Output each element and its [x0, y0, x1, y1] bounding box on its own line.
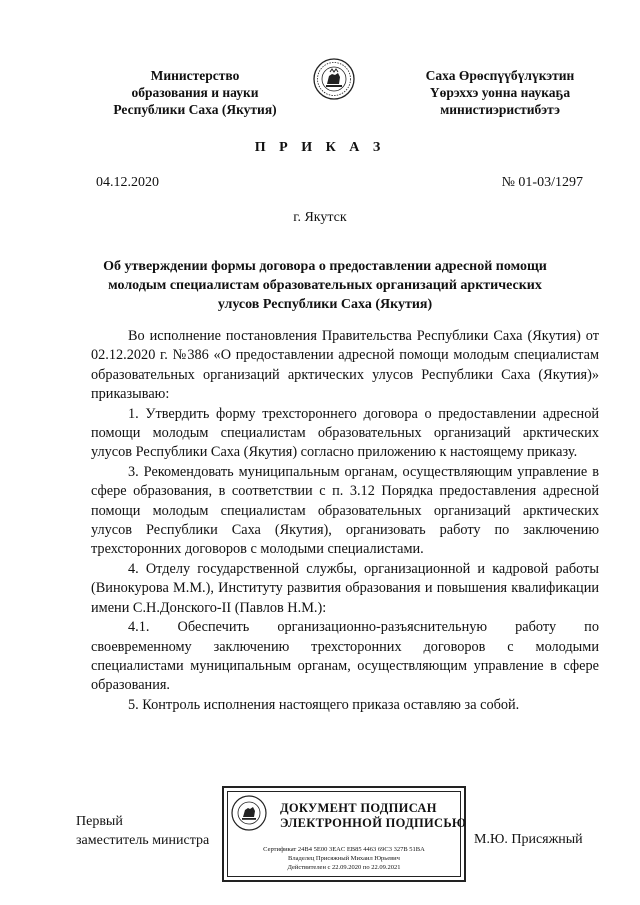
document-title: П Р И К А З	[254, 140, 386, 155]
document-number: № 01-03/1297	[501, 175, 583, 190]
signer-title-line: заместитель министра	[76, 833, 210, 848]
coat-of-arms-icon	[313, 58, 355, 100]
ministry-line: Үөрэххэ уонна наукаҕа	[429, 85, 571, 100]
body-paragraph: 3. Рекомендовать муниципальным органам, осуществляющим управление в сфере образования, в соответствии с п. 3.12 Порядка предоставления адресной помощи молодым специалистам образовательных организаций арктических улусов Республики Саха (Якутия), организовать работу по заключению трехсторонних договоров с молодыми специалистами.	[91, 463, 599, 558]
body-paragraph: Во исполнение постановления Правительства Республики Саха (Якутия) от 02.12.2020 г. №386 «О предоставлении адресной помощи молодым специалистам образовательных организаций арктических улусов Республики Саха (Якутия)» приказываю:	[91, 328, 599, 403]
document-city: г. Якутск	[293, 210, 347, 225]
stamp-validity: Действителен с 22.09.2020 по 22.09.2021	[287, 864, 401, 871]
ministry-line: министиэристибэтэ	[440, 102, 560, 117]
body-paragraph: 4. Отделу государственной службы, организационной и кадровой работы (Винокурова М.М.), Институту развития образования и повышения квалификации имени С.Н.Донского-II (Павлов Н.М.):	[91, 560, 599, 616]
signer-name: М.Ю. Присяжный	[474, 832, 583, 847]
stamp-emblem-icon	[230, 794, 268, 832]
ministry-line: Министерство	[150, 68, 240, 83]
ministry-name-russian	[80, 67, 310, 118]
stamp-heading: ЭЛЕКТРОННОЙ ПОДПИСЬЮ	[280, 816, 467, 830]
signer-title-line: Первый	[76, 814, 123, 829]
stamp-certificate: Сертификат 24B4 5E00 3EAC EB85 4463 69C3 327B 51BA	[263, 846, 425, 853]
document-subject: Об утверждении формы договора о предоставлении адресной помощи молодым специалистам образовательных организаций арктических улусов Республики Саха (Якутия)	[103, 259, 547, 312]
ministry-line: образования и науки	[131, 85, 259, 100]
body-paragraph: 5. Контроль исполнения настоящего приказа оставляю за собой.	[128, 696, 520, 713]
ministry-line: Саха Өрөспүүбүлүкэтин	[425, 68, 575, 83]
body-paragraph: 4.1. Обеспечить организационно-разъяснительную работу по своевременному заключению трехсторонних договоров с молодыми специалистами муниципальным органам, осуществляющим управление в сфере образования.	[91, 619, 599, 694]
document-date: 04.12.2020	[96, 175, 159, 190]
stamp-owner: Владелец Присяжный Михаил Юрьевич	[288, 855, 400, 862]
document-body	[91, 327, 599, 715]
electronic-signature-stamp	[222, 786, 466, 882]
body-paragraph: 1. Утвердить форму трехстороннего договора о предоставлении адресной помощи молодым специалистам образовательных организаций арктических улусов Республики Саха (Якутия) согласно приложению к настоящему приказу.	[91, 405, 599, 461]
stamp-heading: ДОКУМЕНТ ПОДПИСАН	[280, 801, 437, 815]
ministry-name-yakut	[385, 67, 615, 118]
signer-title	[76, 812, 209, 850]
ministry-line: Республики Саха (Якутия)	[113, 102, 277, 117]
